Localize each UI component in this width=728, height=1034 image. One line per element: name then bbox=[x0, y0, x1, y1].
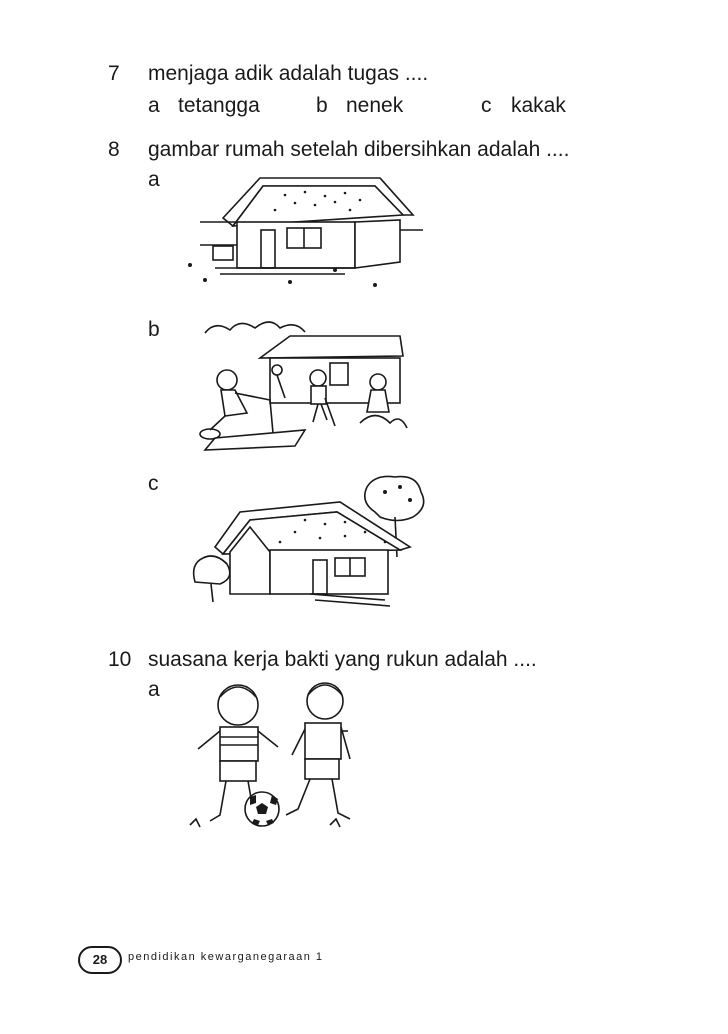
question-8-option-c[interactable] bbox=[148, 472, 159, 496]
option-key: a bbox=[148, 168, 160, 191]
question-8-number: 8 bbox=[108, 138, 120, 161]
option-label: kakak bbox=[511, 94, 566, 117]
question-10-number: 10 bbox=[108, 648, 132, 671]
question-8-text: gambar rumah setelah dibersihkan adalah .... bbox=[148, 138, 570, 161]
house-with-trees-illustration bbox=[185, 472, 430, 607]
option-key: b bbox=[148, 318, 160, 341]
page-number-badge: 28 bbox=[78, 946, 122, 974]
option-key: c bbox=[148, 472, 159, 495]
question-7-option-c[interactable] bbox=[481, 94, 566, 118]
question-7-option-a[interactable] bbox=[148, 94, 260, 118]
house-with-yard-illustration bbox=[175, 170, 425, 295]
question-10-option-a[interactable] bbox=[148, 678, 160, 702]
question-7-option-b[interactable] bbox=[316, 94, 403, 118]
option-key: c bbox=[481, 94, 492, 117]
option-label: nenek bbox=[346, 94, 404, 117]
question-7-text: menjaga adik adalah tugas .... bbox=[148, 62, 429, 85]
question-10-text: suasana kerja bakti yang rukun adalah .... bbox=[148, 648, 537, 671]
boys-playing-football-illustration bbox=[180, 675, 370, 835]
question-7-number: 7 bbox=[108, 62, 120, 85]
option-key: a bbox=[148, 678, 160, 701]
question-8-option-a[interactable] bbox=[148, 168, 160, 192]
question-8-option-b[interactable] bbox=[148, 318, 160, 342]
option-label: tetangga bbox=[178, 94, 260, 117]
book-title: pendidikan kewarganegaraan 1 bbox=[128, 951, 324, 963]
family-cleaning-yard-illustration bbox=[185, 318, 410, 453]
option-key: b bbox=[316, 94, 328, 117]
option-key: a bbox=[148, 94, 160, 117]
